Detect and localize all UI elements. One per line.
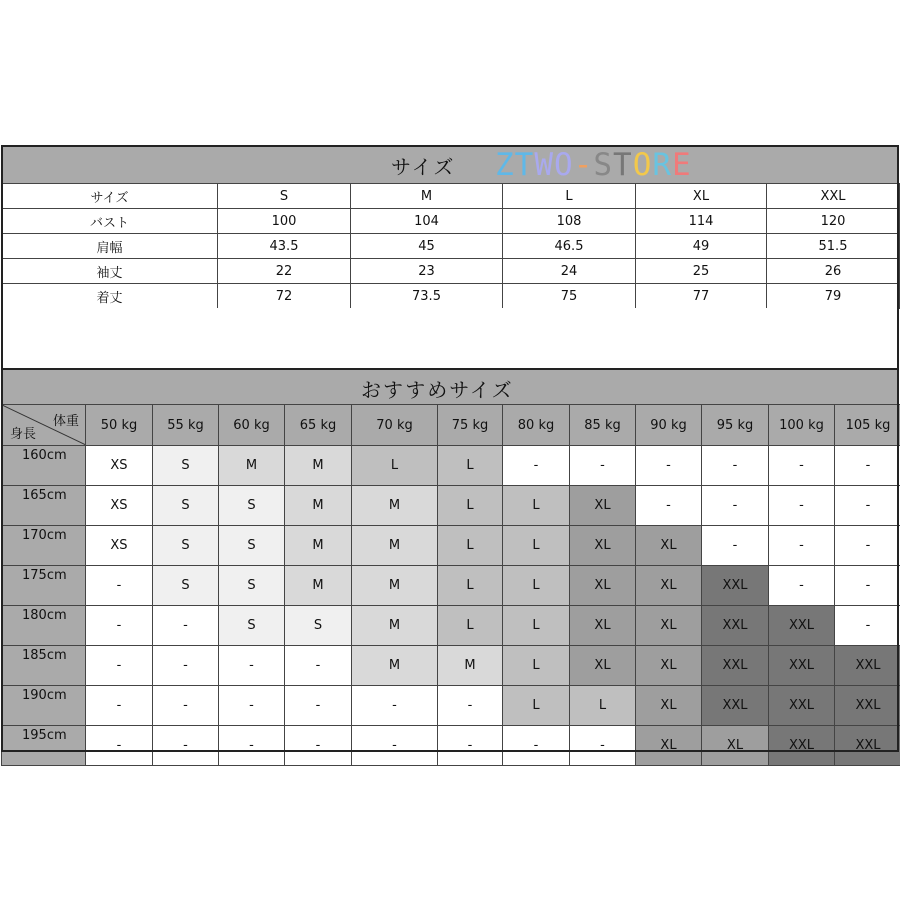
size-recommendation-cell: M <box>352 526 438 566</box>
size-recommendation-cell: L <box>438 446 503 486</box>
size-recommendation-cell: XL <box>636 566 702 606</box>
size-recommendation-cell: L <box>438 526 503 566</box>
table-cell: 23 <box>351 259 503 284</box>
size-recommendation-cell: - <box>438 726 503 766</box>
logo-letter: R <box>652 147 673 183</box>
size-recommendation-cell: L <box>438 486 503 526</box>
size-recommendation-cell: XXL <box>702 606 769 646</box>
size-recommendation-cell: - <box>835 606 900 646</box>
table-cell: 77 <box>636 284 767 309</box>
weight-header: 105 kg <box>835 405 900 446</box>
size-recommendation-cell: - <box>769 526 835 566</box>
table-cell: 104 <box>351 209 503 234</box>
size-recommendation-cell: M <box>352 646 438 686</box>
size-recommendation-cell: XL <box>636 646 702 686</box>
height-cell: 165cm <box>2 486 86 526</box>
size-recommendation-cell: S <box>285 606 352 646</box>
size-recommendation-cell: - <box>835 566 900 606</box>
row-label: バスト <box>2 209 218 234</box>
size-recommendation-cell: - <box>352 726 438 766</box>
size-recommendation-cell: S <box>153 566 219 606</box>
table-cell: 45 <box>351 234 503 259</box>
size-recommendation-cell: - <box>636 486 702 526</box>
size-recommendation-cell: - <box>285 646 352 686</box>
size-recommendation-cell: - <box>702 446 769 486</box>
logo-letter: T <box>613 147 633 183</box>
logo-letter: O <box>632 147 653 183</box>
height-cell: 170cm <box>2 526 86 566</box>
size-recommendation-cell: XL <box>636 726 702 766</box>
table-cell: 46.5 <box>503 234 636 259</box>
size-recommendation-cell: M <box>219 446 285 486</box>
size-table-title: サイズ <box>391 155 456 179</box>
table-cell: 26 <box>767 259 900 284</box>
table-cell: 72 <box>218 284 351 309</box>
table-cell: L <box>503 184 636 209</box>
size-recommendation-cell: S <box>219 526 285 566</box>
size-recommendation-cell: S <box>153 486 219 526</box>
size-recommendation-cell: - <box>570 446 636 486</box>
table-cell: M <box>351 184 503 209</box>
size-recommendation-cell: M <box>352 606 438 646</box>
weight-header: 55 kg <box>153 405 219 446</box>
logo-letter: E <box>672 147 692 183</box>
size-recommendation-cell: - <box>219 686 285 726</box>
size-recommendation-cell: XL <box>702 726 769 766</box>
logo-letter: T <box>514 147 535 183</box>
size-recommendation-cell: - <box>153 686 219 726</box>
weight-header: 95 kg <box>702 405 769 446</box>
size-recommendation-cell: - <box>352 686 438 726</box>
table-cell: S <box>218 184 351 209</box>
size-recommendation-cell: XL <box>636 686 702 726</box>
size-recommendation-cell: L <box>438 566 503 606</box>
size-recommendation-cell: - <box>438 686 503 726</box>
size-recommendation-cell: - <box>285 726 352 766</box>
size-recommendation-cell: - <box>153 646 219 686</box>
weight-header: 65 kg <box>285 405 352 446</box>
table-cell: 79 <box>767 284 900 309</box>
weight-header: 85 kg <box>570 405 636 446</box>
weight-header: 60 kg <box>219 405 285 446</box>
table-cell: 24 <box>503 259 636 284</box>
size-recommendation-cell: M <box>285 566 352 606</box>
weight-header: 80 kg <box>503 405 570 446</box>
size-recommendation-cell: XXL <box>769 686 835 726</box>
size-recommendation-cell: L <box>570 686 636 726</box>
table-cell: 108 <box>503 209 636 234</box>
size-recommendation-cell: XXL <box>769 726 835 766</box>
size-recommendation-cell: XL <box>570 606 636 646</box>
size-recommendation-cell: S <box>153 446 219 486</box>
height-label: 身長 <box>10 427 37 442</box>
size-recommendation-cell: XXL <box>769 646 835 686</box>
size-recommendation-cell: L <box>503 646 570 686</box>
logo-letter: W <box>534 147 555 183</box>
size-recommendation-cell: - <box>769 446 835 486</box>
size-recommendation-cell: M <box>438 646 503 686</box>
size-recommendation-cell: XL <box>570 486 636 526</box>
size-recommendation-cell: XXL <box>835 726 900 766</box>
table-cell: 73.5 <box>351 284 503 309</box>
chart-frame <box>1 145 899 752</box>
size-recommendation-cell: L <box>503 566 570 606</box>
size-recommendation-cell: - <box>636 446 702 486</box>
height-cell: 190cm <box>2 686 86 726</box>
size-recommendation-cell: M <box>352 566 438 606</box>
size-recommendation-cell: - <box>769 486 835 526</box>
size-recommendation-cell: M <box>285 446 352 486</box>
size-recommendation-cell: - <box>503 446 570 486</box>
size-recommendation-cell: L <box>503 606 570 646</box>
size-recommendation-cell: - <box>835 446 900 486</box>
size-recommendation-cell: XXL <box>835 646 900 686</box>
size-recommendation-cell: L <box>503 686 570 726</box>
logo-letter: S <box>593 147 614 183</box>
size-recommendation-cell: - <box>86 686 153 726</box>
table-cell: 75 <box>503 284 636 309</box>
size-recommendation-cell: - <box>153 726 219 766</box>
size-recommendation-cell: XXL <box>702 646 769 686</box>
height-cell: 185cm <box>2 646 86 686</box>
table-cell: XXL <box>767 184 900 209</box>
logo-letter: Z <box>495 147 515 183</box>
size-recommendation-cell: - <box>86 646 153 686</box>
weight-header: 50 kg <box>86 405 153 446</box>
size-recommendation-cell: - <box>219 726 285 766</box>
size-recommendation-cell: - <box>153 606 219 646</box>
size-recommendation-cell: S <box>153 526 219 566</box>
weight-label: 体重 <box>52 414 79 429</box>
table-cell: 51.5 <box>767 234 900 259</box>
row-label: 着丈 <box>2 284 218 309</box>
size-recommendation-cell: XS <box>86 526 153 566</box>
size-recommendation-cell: - <box>835 526 900 566</box>
size-recommendation-cell: L <box>438 606 503 646</box>
weight-header: 75 kg <box>438 405 503 446</box>
size-recommendation-cell: M <box>285 526 352 566</box>
table-cell: 100 <box>218 209 351 234</box>
size-recommendation-cell: M <box>352 486 438 526</box>
size-recommendation-cell: - <box>86 566 153 606</box>
size-recommendation-cell: S <box>219 486 285 526</box>
size-recommendation-cell: XXL <box>702 566 769 606</box>
table-cell: 120 <box>767 209 900 234</box>
size-recommendation-cell: XL <box>570 526 636 566</box>
size-recommendation-cell: XXL <box>702 686 769 726</box>
size-recommendation-cell: S <box>219 606 285 646</box>
size-recommendation-cell: - <box>503 726 570 766</box>
row-label: サイズ <box>2 184 218 209</box>
size-recommendation-cell: XS <box>86 446 153 486</box>
size-recommendation-cell: L <box>503 526 570 566</box>
table-cell: 114 <box>636 209 767 234</box>
height-cell: 160cm <box>2 446 86 486</box>
size-recommendation-cell: - <box>86 606 153 646</box>
logo-letter: - <box>573 147 594 183</box>
size-recommendation-cell: XL <box>570 566 636 606</box>
size-recommendation-cell: - <box>702 486 769 526</box>
size-recommendation-cell: - <box>769 566 835 606</box>
size-recommendation-cell: XXL <box>835 686 900 726</box>
weight-header: 90 kg <box>636 405 702 446</box>
row-label: 袖丈 <box>2 259 218 284</box>
height-cell: 180cm <box>2 606 86 646</box>
weight-header: 70 kg <box>352 405 438 446</box>
table-cell: 43.5 <box>218 234 351 259</box>
table-cell: XL <box>636 184 767 209</box>
size-recommendation-cell: XL <box>570 646 636 686</box>
size-recommendation-cell: XXL <box>769 606 835 646</box>
size-recommendation-cell: XS <box>86 486 153 526</box>
size-recommendation-cell: L <box>352 446 438 486</box>
table-cell: 25 <box>636 259 767 284</box>
weight-header: 100 kg <box>769 405 835 446</box>
height-cell: 175cm <box>2 566 86 606</box>
size-recommendation-cell: - <box>702 526 769 566</box>
table-cell: 49 <box>636 234 767 259</box>
size-recommendation-cell: M <box>285 486 352 526</box>
size-recommendation-cell: - <box>285 686 352 726</box>
size-recommendation-cell: S <box>219 566 285 606</box>
size-recommendation-cell: - <box>219 646 285 686</box>
size-recommendation-cell: - <box>86 726 153 766</box>
size-recommendation-cell: - <box>835 486 900 526</box>
size-recommendation-cell: XL <box>636 606 702 646</box>
size-recommendation-cell: XL <box>636 526 702 566</box>
size-recommendation-cell: - <box>570 726 636 766</box>
recommend-table-title: おすすめサイズ <box>361 378 514 402</box>
row-label: 肩幅 <box>2 234 218 259</box>
table-cell: 22 <box>218 259 351 284</box>
height-cell: 195cm <box>2 726 86 766</box>
logo-letter: O <box>554 147 574 183</box>
size-recommendation-cell: L <box>503 486 570 526</box>
